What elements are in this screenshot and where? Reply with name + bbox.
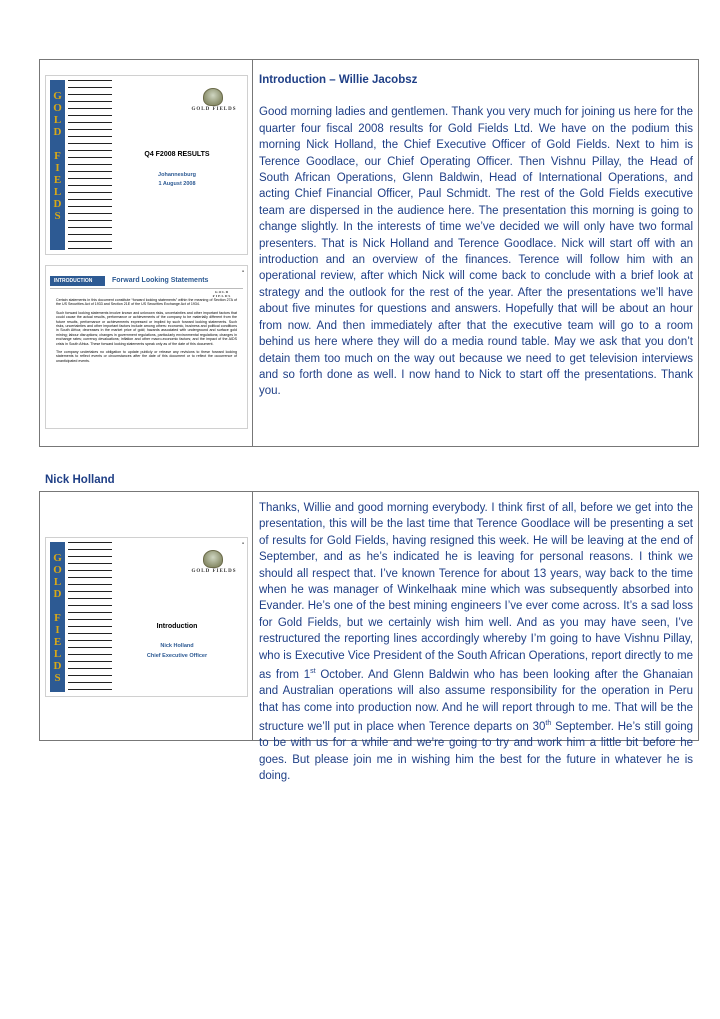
slide-results xyxy=(45,75,248,255)
section-tag: INTRODUCTION xyxy=(50,276,105,286)
gold-fields-logo xyxy=(191,88,237,118)
speech-willie-jacobsz xyxy=(259,72,693,400)
slide-title: Forward Looking Statements xyxy=(112,277,209,284)
slide-header xyxy=(50,276,243,286)
gold-fields-vertical-banner xyxy=(50,542,65,692)
slide-date: 1 August 2008 xyxy=(158,181,196,187)
slide-title: Q4 F2008 RESULTS xyxy=(144,151,210,158)
logo-text: GOLD FIELDS xyxy=(191,107,237,112)
transcript-block-1 xyxy=(39,59,699,447)
presenter-name: Nick Holland xyxy=(160,643,194,649)
speech-body: Good morning ladies and gentlemen. Thank you very much for joining us here for the quarter four fiscal 2008 results for Gold Fields Ltd. We have on the podium this morning Nick Holland, the Chief Executive Officer of Gold Fields. Next to him is Terence Goodlace, our Chief Operating Officer. Then Vishnu Pillay, the Head of South African Operations, Glenn Baldwin, Head of International Operations, and acting Chief Financial Officer, Paul Schmidt. The rest of the Gold Fields executive team are dispersed in the audience here. The presentation this morning is going to change slightly. In the interests of time we’ve decided we will only have two formal presenters. That is Nick Holland and Terence Goodlace. Nick will start off with an introduction and an overview of the finances. Terence will follow him with an operational review, after which Nick will come back to conclude with a brief look at strategy and the outlook for the rest of the year. After the presentations we’ll have about five minutes for questions and answers. Hopefully that will be about an hour from now. And then immediately after that the executive team will go to a room behind us here where they will do a media round table. May we ask that you don’t detain them too much on the way out because we need to get television interviews and so forth done as well. I now hand to Nick to start off the presentations. Thank you. xyxy=(259,106,693,398)
presenter-role: Chief Executive Officer xyxy=(146,653,208,659)
disclaimer-text xyxy=(56,298,237,367)
disclaimer-paragraph-1: Certain statements in this document constitute “forward looking statements” within the meaning of Section 27A of the US Securities Act of 1933 and Section 21E of the US Securities Exchange Act of 1934. xyxy=(56,298,237,307)
speech-body-part-1: Thanks, Willie and good morning everybody. I think first of all, before we get into the presentation, this will be the last time that Terence Goodlace will be presenting a set of results for Gold Fields, having resigned this week. He will be leaving at the end of September, and as he’s indicated he is leaving for personal reasons. I think we should all respect that. I’ve known Terence for about 13 years, way back to the time when he was manager of Winkelhaak mine which was subsequently absorbed into Evander. He’s one of the best mining engineers I’ve ever come across. It’s a sad loss for Gold Fields, but we certainly wish him well. And as you may have seen, I’ve restructured the reporting lines accordingly whereby I’m going to have Vishnu Pillay, who is Executive Vice President of the South African Operations, report directly to me as from 1 xyxy=(259,502,693,681)
column-divider xyxy=(252,492,253,740)
logo-text: GOLD FIELDS xyxy=(191,569,237,574)
gold-fields-logo xyxy=(191,550,237,580)
slide-location: Johannesburg xyxy=(158,172,196,178)
speaker-heading: Introduction – Willie Jacobsz xyxy=(259,74,418,86)
slide-title: Introduction xyxy=(156,623,198,630)
disclaimer-paragraph-2: Such forward looking statements involve known and unknown risks, uncertainties and other important factors that could cause the actual results, performance or achievements of the company to be materially different from the future results, performance or achievements expressed or implied by such forward looking statements. Such risks, uncertainties and other important factors include among others: economic, business and political conditions in South Africa; decreases in the market price of gold; hazards associated with underground and surface gold mining; labour disruptions; changes in government regulations, particularly environmental regulations; changes in exchange rates; currency devaluations; inflation and other macro-economic factors; and the impact of the AIDS crisis in South Africa. These forward looking statements speak only as of the date of this document. xyxy=(56,310,237,346)
logo-emblem-icon xyxy=(203,550,223,568)
ordinal-suffix: th xyxy=(545,720,552,728)
disclaimer-paragraph-3: The company undertakes no obligation to update publicly or release any revisions to these forward looking statements to reflect events or circumstances after the date of this document or to reflect the occurrence of unanticipated events. xyxy=(56,350,237,363)
logo-emblem-icon xyxy=(203,88,223,106)
speech-body-part-3: September. He’s still going to be with us for a while and we’re going to try and work him a little bit before he goes. But please join me in wishing him the best for the future in whatever he is doing. xyxy=(259,720,693,783)
speaker-section-heading: Nick Holland xyxy=(45,474,115,486)
divider xyxy=(50,288,243,289)
decorative-stripes xyxy=(68,542,112,692)
column-divider xyxy=(252,60,253,446)
speech-nick-holland xyxy=(259,500,693,785)
gold-fields-vertical-banner xyxy=(50,80,65,250)
transcript-block-2 xyxy=(39,491,699,783)
speech-body-part-2: October. And Glenn Baldwin who has been looking after the Ghanaian and Australian operations will also assume responsibility for the operation in Peru that has come into production now. And he will report through to me. That will be the structure we’ll put in place when Terence departs on 30 xyxy=(259,668,694,733)
decorative-stripes xyxy=(68,80,112,250)
slide-forward-looking xyxy=(45,265,248,429)
page-marker-icon: ■ xyxy=(242,269,244,273)
slide-introduction xyxy=(45,537,248,697)
banner-wordmark: G O L D F I E L D S xyxy=(53,90,62,222)
ordinal-suffix: st xyxy=(310,668,316,676)
logo-text: GOLD FIELDS xyxy=(212,290,232,298)
banner-wordmark: G O L D F I E L D S xyxy=(53,552,62,684)
page-marker-icon: ■ xyxy=(242,541,244,545)
